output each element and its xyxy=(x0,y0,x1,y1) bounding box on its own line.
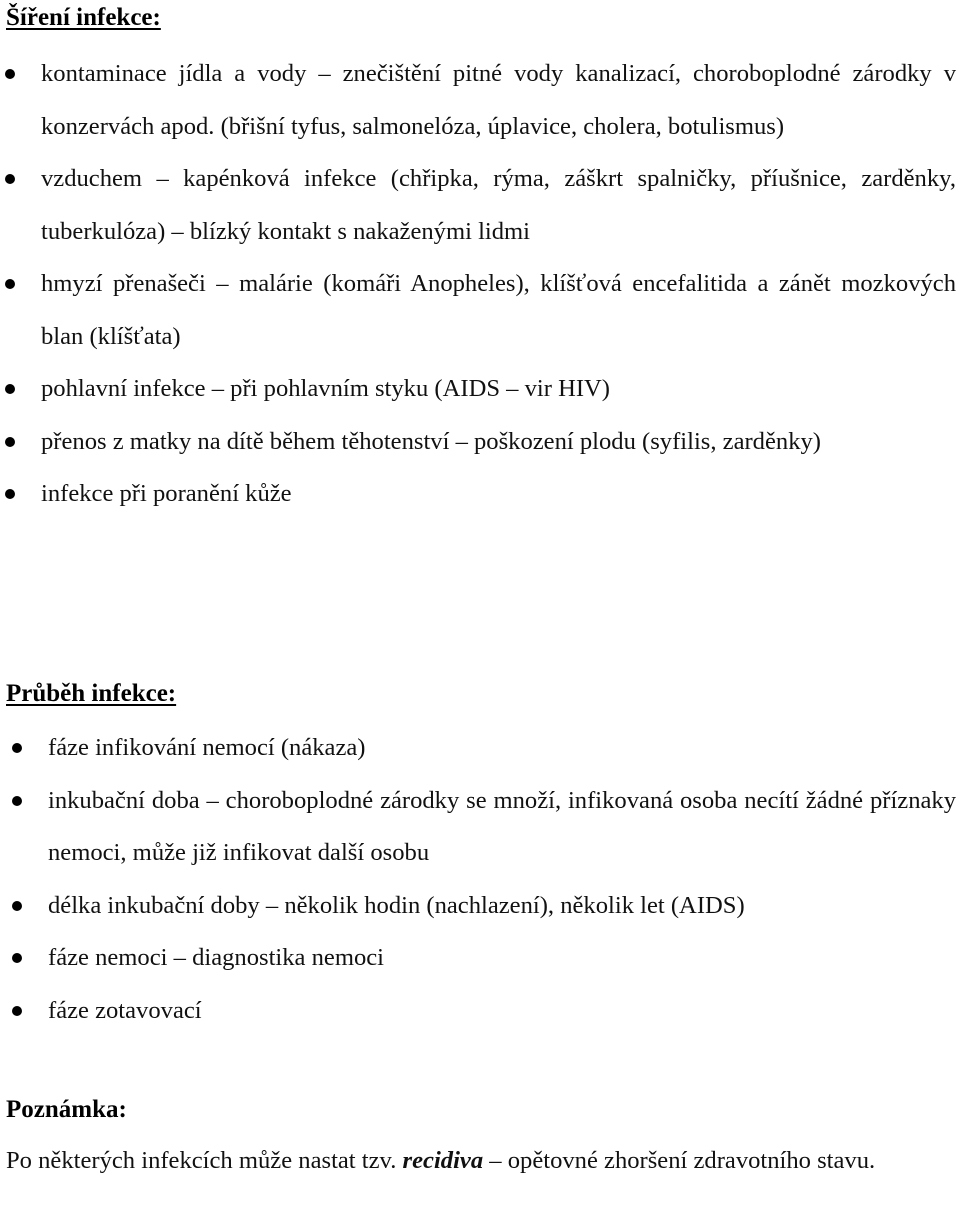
course-list xyxy=(0,722,960,1037)
bullet-icon xyxy=(5,69,15,79)
heading-note: Poznámka: xyxy=(6,1096,127,1123)
list-item-text: vzduchem – kapénková infekce (chřipka, rýma, záškrt spalničky, příušnice, zarděnky, tuberkulóza) – blízký kontakt s nakaženými lidmi xyxy=(41,165,956,245)
list-item-text: hmyzí přenašeči – malárie (komáři Anopheles), klíšťová encefalitida a zánět mozkových blan (klíšťata) xyxy=(41,270,956,350)
list-item-text: fáze zotavovací xyxy=(48,996,202,1024)
note-paragraph xyxy=(6,1135,956,1188)
spread-list xyxy=(0,48,960,521)
heading-spread-of-infection: Šíření infekce: xyxy=(6,4,161,31)
list-item xyxy=(0,775,960,880)
heading-course-of-infection: Průběh infekce: xyxy=(6,680,177,707)
list-item-text: fáze infikování nemocí (nákaza) xyxy=(48,734,366,761)
note-emphasis: recidiva xyxy=(402,1147,484,1174)
bullet-icon xyxy=(5,279,15,289)
list-item-text: délka inkubační doby – několik hodin (nachlazení), několik let (AIDS) xyxy=(48,891,745,919)
list-item-text: infekce při poranění kůže xyxy=(41,480,292,507)
bullet-icon xyxy=(5,384,15,394)
bullet-icon xyxy=(12,796,22,806)
bullet-icon xyxy=(5,489,15,499)
list-item xyxy=(0,363,960,416)
list-item xyxy=(0,153,960,258)
list-item xyxy=(0,48,960,153)
list-item xyxy=(0,416,960,469)
bullet-icon xyxy=(12,1006,22,1016)
list-item xyxy=(0,468,960,521)
list-item-text: přenos z matky na dítě během těhotenství – poškození plodu (syfilis, zarděnky) xyxy=(41,427,821,455)
note-text-before: Po některých infekcích může nastat tzv. xyxy=(6,1147,403,1174)
list-item-text: fáze nemoci – diagnostika nemoci xyxy=(48,944,384,971)
list-item xyxy=(0,722,960,775)
bullet-icon xyxy=(5,174,15,184)
bullet-icon xyxy=(12,953,22,963)
bullet-icon xyxy=(12,901,22,911)
list-item xyxy=(0,258,960,363)
list-item xyxy=(0,880,960,933)
list-item-text: kontaminace jídla a vody – znečištění pitné vody kanalizací, choroboplodné zárodky v konzervách apod. (břišní tyfus, salmonelóza, úplavice, cholera, botulismus) xyxy=(41,60,956,140)
bullet-icon xyxy=(5,437,15,447)
bullet-icon xyxy=(12,743,22,753)
list-item-text: pohlavní infekce – při pohlavním styku (AIDS – vir HIV) xyxy=(41,375,610,402)
note-text-after: – opětovné zhoršení zdravotního stavu. xyxy=(483,1147,876,1174)
list-item-text: inkubační doba – choroboplodné zárodky se množí, infikovaná osoba necítí žádné příznaky nemoci, může již infikovat další osobu xyxy=(48,786,956,866)
list-item xyxy=(0,985,960,1038)
list-item xyxy=(0,932,960,985)
